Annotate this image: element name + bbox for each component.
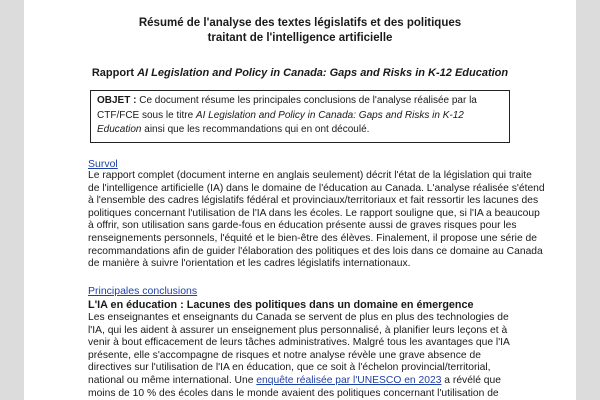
document-page bbox=[24, 0, 576, 400]
report-title: AI Legislation and Policy in Canada: Gaps and Risks in K-12 Education bbox=[137, 67, 509, 79]
unesco-survey-link[interactable]: enquête réalisée par l'UNESCO en 2023 bbox=[256, 374, 442, 386]
survol-line: politiques concernant l'utilisation de l'IA dans les écoles. Le rapport souligne que, si l'IA a beaucoup bbox=[88, 207, 540, 219]
survol-paragraph bbox=[88, 170, 545, 271]
document-title-line1: Résumé de l'analyse des textes législatifs et des politiques bbox=[138, 17, 462, 29]
objet-line3b: ainsi que les recommandations qui en ont découlé. bbox=[141, 124, 370, 135]
objet-line3a: Education bbox=[97, 124, 142, 135]
principales-line: venir à bout efficacement de leurs tâches administratives. Malgré tous les avantages que l'IA bbox=[88, 337, 510, 349]
principales-line: l'IA, qui les aident à assurer un enseignement plus personnalisé, à planifier leurs leçons et à bbox=[88, 324, 508, 336]
objet-line1: Ce document résume les principales conclusions de l'analyse réalisée par la bbox=[136, 95, 477, 106]
survol-line: de manière à suivre l'orientation et les cadres législatifs internationaux. bbox=[88, 258, 411, 270]
survol-line: recommandations afin de guider l'élaboration des politiques et des lois dans ce domaine au Canada bbox=[88, 245, 543, 257]
principales-line: Les enseignantes et enseignants du Canada se servent de plus en plus des technologies de bbox=[88, 312, 509, 323]
principales-line: national ou même international. Une bbox=[88, 374, 257, 386]
principales-paragraph bbox=[88, 312, 520, 400]
objet-line2b: AI Legislation and Policy in Canada: Gaps and Risks in K-12 bbox=[195, 109, 464, 121]
survol-line: renseignements personnels, l'équité et le bien-être des élèves. Finalement, il propose une série de bbox=[88, 232, 538, 244]
report-prefix: Rapport bbox=[91, 67, 138, 79]
principales-line: moins de 10 % des écoles dans le monde avaient des politiques concernant l'utilisation de bbox=[88, 387, 499, 399]
objet-label: OBJET : bbox=[97, 95, 137, 106]
principales-line: présente, elle s'accompagne de risques et notre analyse révèle une grave absence de bbox=[88, 349, 481, 361]
principales-line: directives sur l'utilisation de l'IA en éducation, que ce soit à l'échelon provincial/territorial, bbox=[88, 362, 491, 374]
survol-line: à offrir, son utilisation sans garde-fous en éducation présente aussi de graves risques pour les bbox=[88, 220, 517, 232]
report-heading bbox=[24, 66, 576, 80]
principales-line-with-link bbox=[88, 375, 520, 388]
survol-line: à l'ensemble des cadres législatifs fédéral et provinciaux/territoriaux et fait ressortir les lacunes des bbox=[88, 195, 539, 207]
principales-line-end: a révélé que bbox=[441, 374, 501, 386]
survol-line: de l'intelligence artificielle (IA) dans le domaine de l'éducation au Canada. L'analyse réalisée s'étend bbox=[88, 182, 545, 194]
objet-line2a: CTF/FCE sous le titre bbox=[97, 109, 196, 121]
principales-heading[interactable]: Principales conclusions bbox=[88, 285, 198, 297]
document-title-line2: traitant de l'intelligence artificielle bbox=[207, 32, 393, 44]
objet-box bbox=[90, 90, 510, 143]
principales-subheading: L'IA en éducation : Lacunes des politiques dans un domaine en émergence bbox=[88, 299, 474, 311]
survol-heading[interactable]: Survol bbox=[88, 158, 118, 170]
survol-line: Le rapport complet (document interne en anglais seulement) décrit l'état de la législation qui traite bbox=[88, 170, 532, 181]
